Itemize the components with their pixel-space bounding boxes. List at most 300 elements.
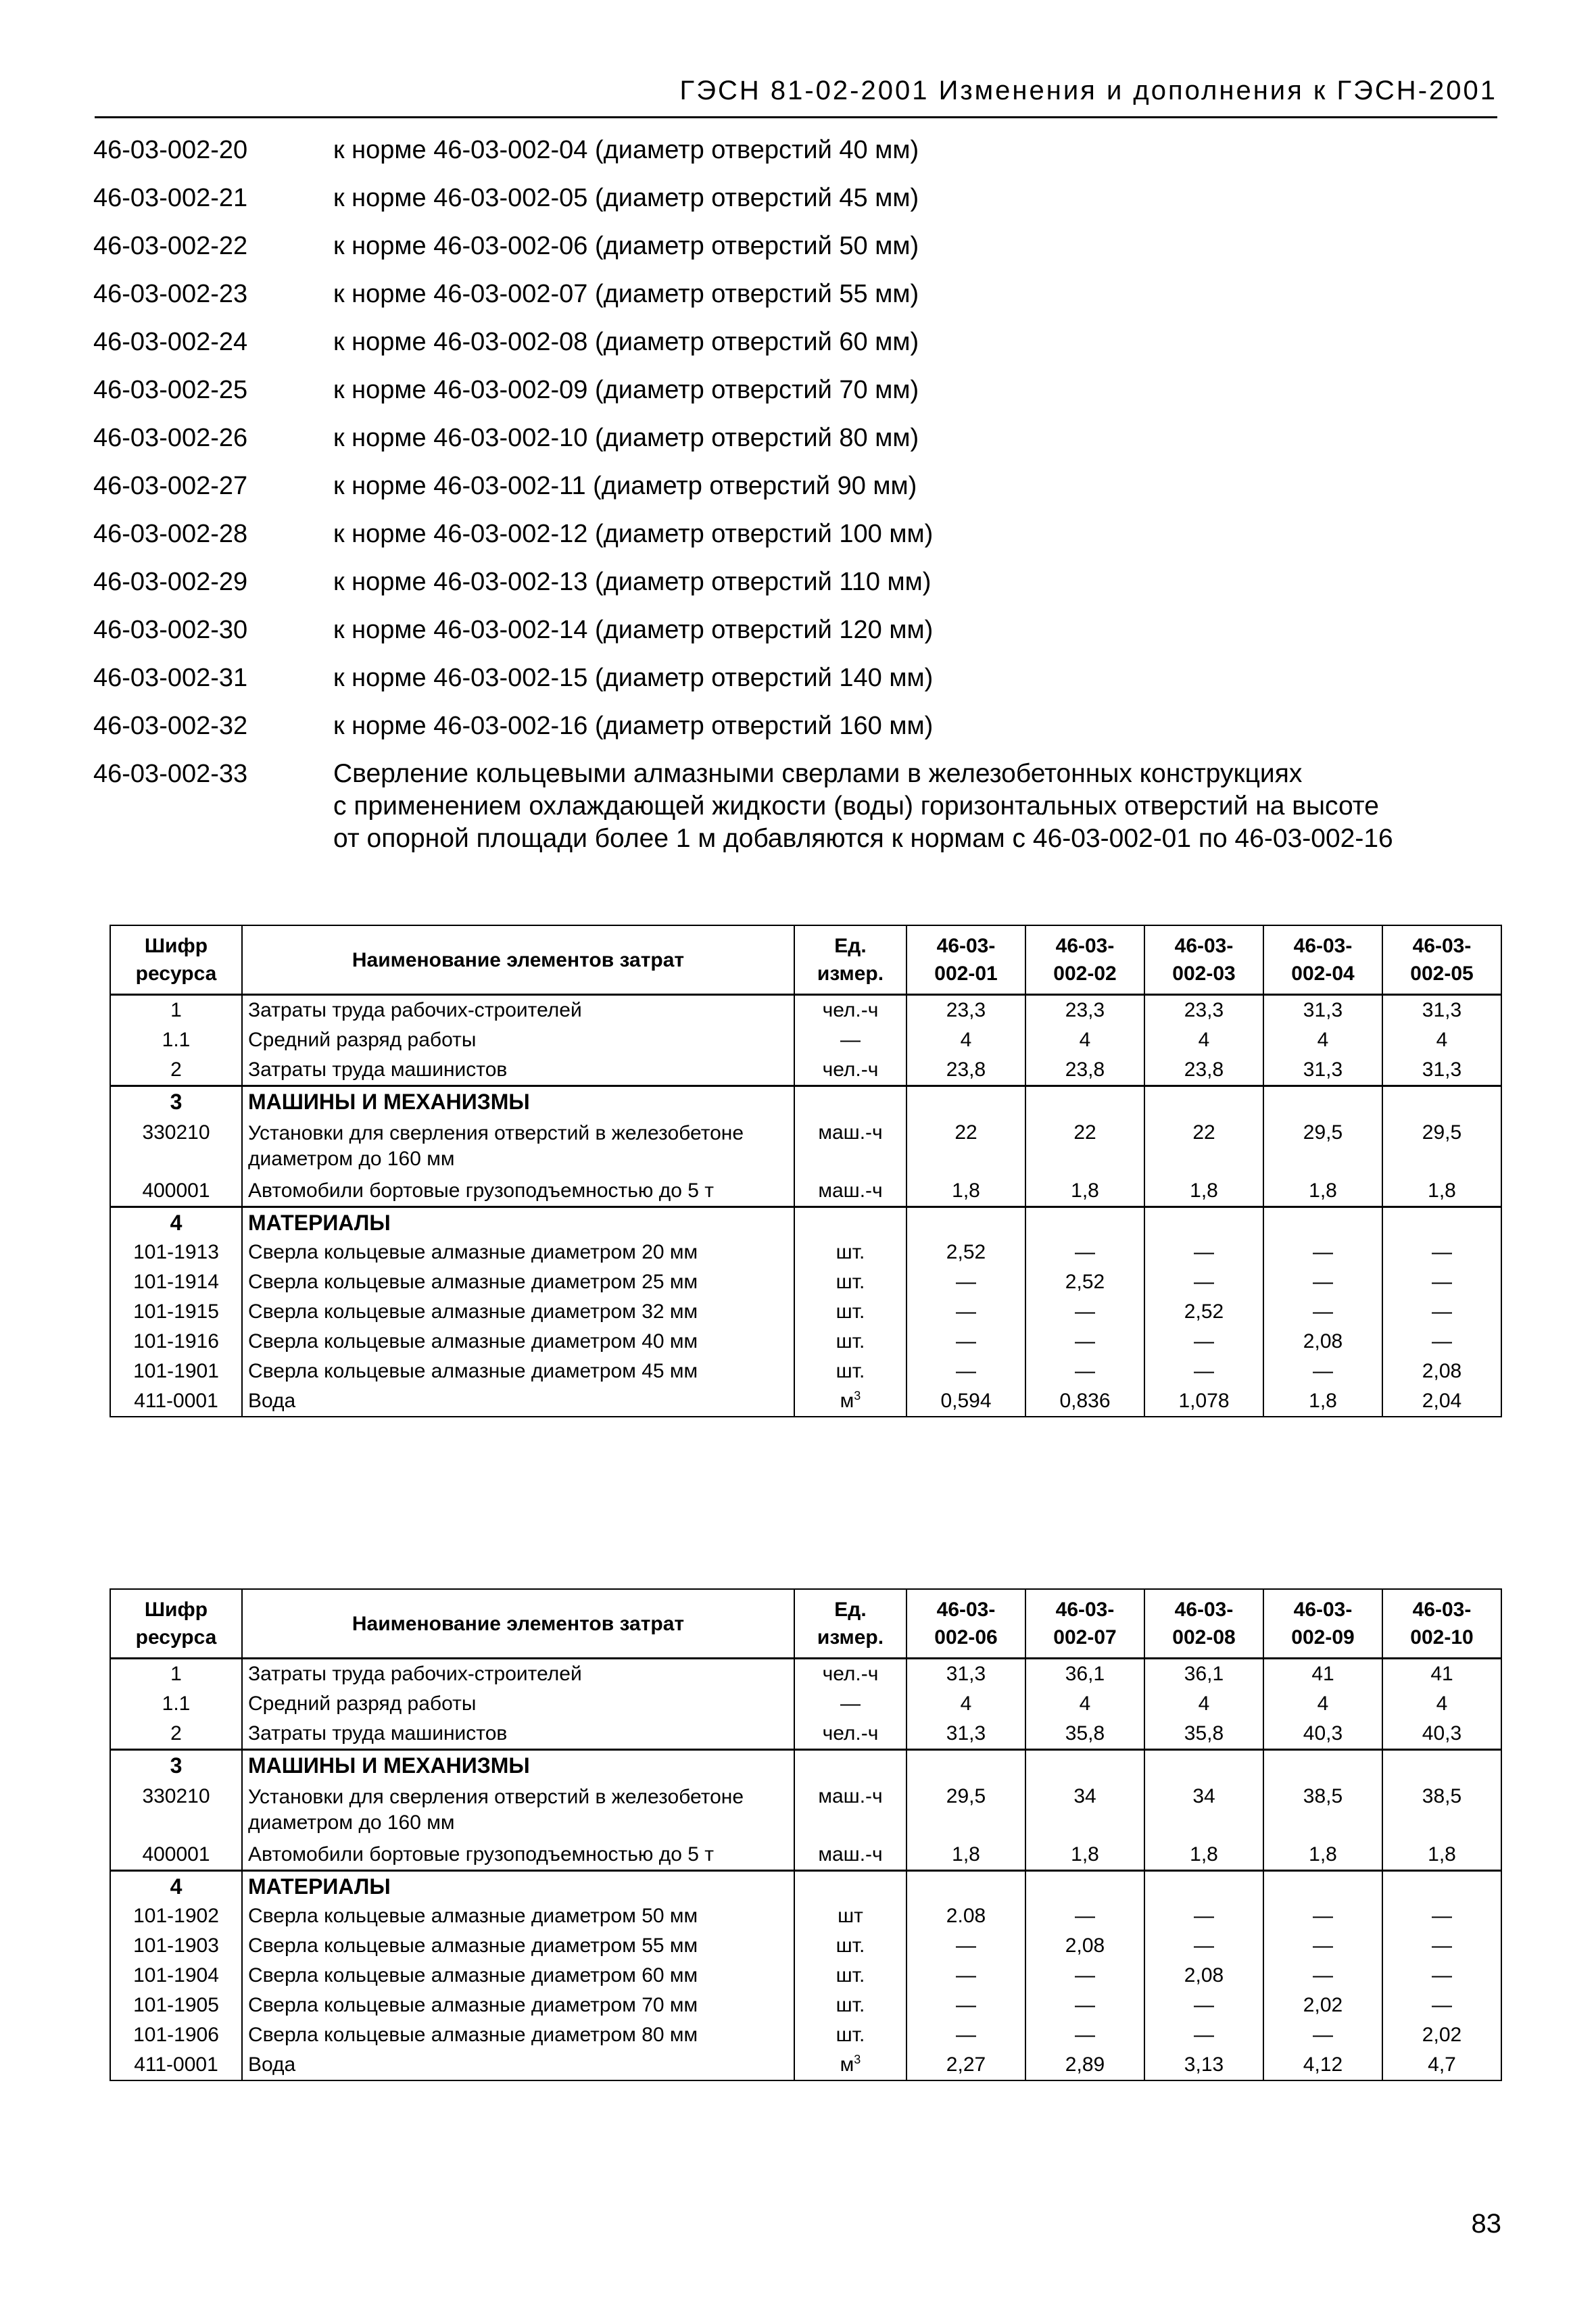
table-row bbox=[110, 1901, 1501, 1931]
table-cell: 31,3 bbox=[906, 1719, 1025, 1750]
table-cell: МАШИНЫ И МЕХАНИЗМЫ bbox=[242, 1086, 794, 1117]
table-cell: Автомобили бортовые грузоподъемностью до 5 т bbox=[242, 1840, 794, 1871]
reference-item bbox=[93, 127, 1506, 175]
reference-text: к норме 46-03-002-10 (диаметр отверстий 80 мм) bbox=[333, 424, 919, 452]
table-cell: 1.1 bbox=[110, 1025, 242, 1055]
reference-code: 46-03-002-25 bbox=[93, 376, 248, 404]
table-cell: 4 bbox=[110, 1871, 242, 1902]
table-cell: Сверла кольцевые алмазные диаметром 45 мм bbox=[242, 1357, 794, 1386]
table-row bbox=[110, 1961, 1501, 1991]
header-norm: 46-03- 002-01 bbox=[906, 925, 1025, 995]
table-cell: — bbox=[1025, 1297, 1144, 1327]
table-cell: — bbox=[906, 2020, 1025, 2050]
section-row-materials bbox=[110, 1207, 1501, 1238]
reference-text: к норме 46-03-002-04 (диаметр отверстий 40 мм) bbox=[333, 136, 919, 164]
table-cell: — bbox=[1382, 1238, 1501, 1267]
table-header-row bbox=[110, 925, 1501, 995]
table-cell: 2 bbox=[110, 1719, 242, 1750]
header-norm: 46-03- 002-08 bbox=[1144, 1589, 1263, 1659]
section-row-materials bbox=[110, 1871, 1501, 1902]
table-cell: 1,8 bbox=[1263, 1176, 1382, 1207]
header-name: Наименование элементов затрат bbox=[242, 1589, 794, 1659]
table-cell: — bbox=[1025, 1961, 1144, 1991]
table-cell: маш.-ч bbox=[794, 1780, 906, 1840]
table-row bbox=[110, 1055, 1501, 1086]
table-cell: — bbox=[1263, 1961, 1382, 1991]
table-cell: — bbox=[794, 1689, 906, 1719]
table-row bbox=[110, 1780, 1501, 1840]
table-cell: Средний разряд работы bbox=[242, 1025, 794, 1055]
header-code: Шифр ресурса bbox=[110, 925, 242, 995]
table-cell: 22 bbox=[1025, 1117, 1144, 1176]
header-unit: Ед. измер. bbox=[794, 925, 906, 995]
table-cell: 101-1903 bbox=[110, 1931, 242, 1961]
table-cell: 31,3 bbox=[906, 1659, 1025, 1690]
table-cell: 2,52 bbox=[906, 1238, 1025, 1267]
header-norm: 46-03- 002-03 bbox=[1144, 925, 1263, 995]
table-cell: МАТЕРИАЛЫ bbox=[242, 1871, 794, 1902]
reference-text: к норме 46-03-002-05 (диаметр отверстий 45 мм) bbox=[333, 184, 919, 212]
table-cell: 1,8 bbox=[1263, 1386, 1382, 1417]
table-cell: шт. bbox=[794, 1991, 906, 2020]
table-cell: шт. bbox=[794, 1961, 906, 1991]
table-cell: Сверла кольцевые алмазные диаметром 40 мм bbox=[242, 1327, 794, 1357]
table-cell bbox=[1025, 1207, 1144, 1238]
table-row bbox=[110, 2050, 1501, 2080]
reference-long-line: от опорной площади более 1 м добавляются к нормам с 46-03-002-01 по 46-03-002-16 bbox=[333, 824, 1393, 853]
reference-text: к норме 46-03-002-12 (диаметр отверстий 100 мм) bbox=[333, 520, 934, 548]
table-row bbox=[110, 1357, 1501, 1386]
reference-code: 46-03-002-23 bbox=[93, 280, 248, 308]
table-cell: маш.-ч bbox=[794, 1176, 906, 1207]
table-cell: 41 bbox=[1263, 1659, 1382, 1690]
table-cell: — bbox=[1025, 1901, 1144, 1931]
table-cell: 23,3 bbox=[906, 995, 1025, 1026]
table-cell: 22 bbox=[906, 1117, 1025, 1176]
table-cell bbox=[1144, 1750, 1263, 1781]
table-cell: 3 bbox=[110, 1086, 242, 1117]
table-row bbox=[110, 1840, 1501, 1871]
table-cell: — bbox=[1025, 1327, 1144, 1357]
reference-code: 46-03-002-29 bbox=[93, 568, 248, 596]
table-cell: 1.1 bbox=[110, 1689, 242, 1719]
table-cell: чел.-ч bbox=[794, 995, 906, 1026]
table-cell: — bbox=[906, 1327, 1025, 1357]
table-cell: 31,3 bbox=[1263, 995, 1382, 1026]
table-row bbox=[110, 1238, 1501, 1267]
table-cell: — bbox=[1025, 1991, 1144, 2020]
table-cell bbox=[1144, 1086, 1263, 1117]
reference-item bbox=[93, 223, 1506, 271]
table-cell bbox=[1382, 1871, 1501, 1902]
table-cell bbox=[794, 1750, 906, 1781]
reference-text: к норме 46-03-002-06 (диаметр отверстий 50 мм) bbox=[333, 232, 919, 260]
table-cell: 31,3 bbox=[1263, 1055, 1382, 1086]
table-cell: Вода bbox=[242, 2050, 794, 2080]
table-cell: — bbox=[1382, 1297, 1501, 1327]
table-row bbox=[110, 1386, 1501, 1417]
table-cell: — bbox=[1144, 1238, 1263, 1267]
table-cell: 35,8 bbox=[1025, 1719, 1144, 1750]
table-row bbox=[110, 1025, 1501, 1055]
table-row bbox=[110, 1176, 1501, 1207]
table-cell: 4 bbox=[110, 1207, 242, 1238]
table-cell: 2,08 bbox=[1144, 1961, 1263, 1991]
reference-item bbox=[93, 319, 1506, 367]
reference-code: 46-03-002-28 bbox=[93, 520, 248, 548]
table-cell: 400001 bbox=[110, 1176, 242, 1207]
table-cell: 330210 bbox=[110, 1780, 242, 1840]
table-row bbox=[110, 2020, 1501, 2050]
reference-item bbox=[93, 415, 1506, 463]
table-cell: 2,08 bbox=[1025, 1931, 1144, 1961]
table-cell: — bbox=[1263, 1297, 1382, 1327]
table-cell: — bbox=[1382, 1327, 1501, 1357]
table-cell: шт. bbox=[794, 1327, 906, 1357]
header-norm: 46-03- 002-09 bbox=[1263, 1589, 1382, 1659]
table-cell: 1 bbox=[110, 995, 242, 1026]
table-cell: 22 bbox=[1144, 1117, 1263, 1176]
table-cell: 1,8 bbox=[1144, 1176, 1263, 1207]
table-cell: чел.-ч bbox=[794, 1659, 906, 1690]
reference-item bbox=[93, 703, 1506, 751]
table-cell: МАТЕРИАЛЫ bbox=[242, 1207, 794, 1238]
table-cell: — bbox=[906, 1931, 1025, 1961]
table-cell bbox=[906, 1207, 1025, 1238]
table-cell: Затраты труда рабочих-строителей bbox=[242, 1659, 794, 1690]
table-cell: 2,08 bbox=[1382, 1357, 1501, 1386]
reference-list bbox=[93, 127, 1506, 853]
table-cell: шт. bbox=[794, 1267, 906, 1297]
reference-item bbox=[93, 559, 1506, 607]
table-cell: 31,3 bbox=[1382, 995, 1501, 1026]
table-cell: 41 bbox=[1382, 1659, 1501, 1690]
table-cell: 1,8 bbox=[1025, 1176, 1144, 1207]
table-row bbox=[110, 1267, 1501, 1297]
table-cell: 1,8 bbox=[906, 1176, 1025, 1207]
table-cell: — bbox=[1263, 1357, 1382, 1386]
header-norm: 46-03- 002-02 bbox=[1025, 925, 1144, 995]
table-cell: шт. bbox=[794, 1297, 906, 1327]
table-cell: 3 bbox=[110, 1750, 242, 1781]
reference-text: к норме 46-03-002-13 (диаметр отверстий 110 мм) bbox=[333, 568, 932, 596]
table-cell bbox=[794, 1086, 906, 1117]
table-cell: Сверла кольцевые алмазные диаметром 20 мм bbox=[242, 1238, 794, 1267]
table-cell: 34 bbox=[1144, 1780, 1263, 1840]
table-cell: 400001 bbox=[110, 1840, 242, 1871]
table-cell: 38,5 bbox=[1263, 1780, 1382, 1840]
table-cell: 1 bbox=[110, 1659, 242, 1690]
table-cell: МАШИНЫ И МЕХАНИЗМЫ bbox=[242, 1750, 794, 1781]
table-cell: Сверла кольцевые алмазные диаметром 50 мм bbox=[242, 1901, 794, 1931]
table-cell: 101-1906 bbox=[110, 2020, 242, 2050]
table-cell: 40,3 bbox=[1263, 1719, 1382, 1750]
table-cell: шт. bbox=[794, 1931, 906, 1961]
reference-code: 46-03-002-24 bbox=[93, 328, 248, 356]
table-cell bbox=[1025, 1086, 1144, 1117]
table-cell bbox=[1382, 1750, 1501, 1781]
table-cell: чел.-ч bbox=[794, 1719, 906, 1750]
header-title: ГЭСН 81-02-2001 Изменения и дополнения к ГЭСН-2001 bbox=[679, 76, 1497, 105]
table-cell: 2,52 bbox=[1025, 1267, 1144, 1297]
table-cell: 40,3 bbox=[1382, 1719, 1501, 1750]
table-row bbox=[110, 1991, 1501, 2020]
table-cell: Сверла кольцевые алмазные диаметром 55 мм bbox=[242, 1931, 794, 1961]
table-cell bbox=[1263, 1750, 1382, 1781]
table-cell: 1,8 bbox=[1382, 1176, 1501, 1207]
table-cell: — bbox=[906, 1991, 1025, 2020]
table-cell: 2,27 bbox=[906, 2050, 1025, 2080]
section-row-machines bbox=[110, 1750, 1501, 1781]
table-cell: 4 bbox=[1382, 1689, 1501, 1719]
table-cell: Сверла кольцевые алмазные диаметром 25 мм bbox=[242, 1267, 794, 1297]
table-row bbox=[110, 1719, 1501, 1750]
table-cell bbox=[1263, 1207, 1382, 1238]
table-row bbox=[110, 1689, 1501, 1719]
table-cell: — bbox=[1263, 1931, 1382, 1961]
table-cell bbox=[1263, 1871, 1382, 1902]
table-cell: 330210 bbox=[110, 1117, 242, 1176]
table-cell: шт. bbox=[794, 1357, 906, 1386]
table-cell: 2 bbox=[110, 1055, 242, 1086]
table-cell: 1,078 bbox=[1144, 1386, 1263, 1417]
table-cell: 31,3 bbox=[1382, 1055, 1501, 1086]
table-cell: 1,8 bbox=[1263, 1840, 1382, 1871]
table-cell: — bbox=[906, 1267, 1025, 1297]
header-unit: Ед. измер. bbox=[794, 1589, 906, 1659]
reference-code: 46-03-002-20 bbox=[93, 136, 248, 164]
table-cell: Сверла кольцевые алмазные диаметром 80 мм bbox=[242, 2020, 794, 2050]
table-cell: — bbox=[1144, 1357, 1263, 1386]
reference-long-line: Сверление кольцевыми алмазными сверлами в железобетонных конструкциях bbox=[333, 759, 1303, 788]
header-norm: 46-03- 002-04 bbox=[1263, 925, 1382, 995]
table-cell: — bbox=[1144, 1931, 1263, 1961]
table-cell: Установки для сверления отверстий в железобетоне диаметром до 160 мм bbox=[242, 1117, 794, 1176]
table-cell: 34 bbox=[1025, 1780, 1144, 1840]
table-cell: 2,08 bbox=[1263, 1327, 1382, 1357]
reference-text: к норме 46-03-002-08 (диаметр отверстий 60 мм) bbox=[333, 328, 919, 356]
table-cell bbox=[1382, 1086, 1501, 1117]
table-cell: 4 bbox=[1144, 1025, 1263, 1055]
table-cell: 101-1905 bbox=[110, 1991, 242, 2020]
table-cell: — bbox=[1263, 2020, 1382, 2050]
table-cell: 36,1 bbox=[1025, 1659, 1144, 1690]
table-row bbox=[110, 995, 1501, 1026]
reference-item-long bbox=[93, 751, 1506, 853]
table-cell: 411-0001 bbox=[110, 2050, 242, 2080]
table-cell: Средний разряд работы bbox=[242, 1689, 794, 1719]
reference-text: к норме 46-03-002-07 (диаметр отверстий 55 мм) bbox=[333, 280, 919, 308]
header-code: Шифр ресурса bbox=[110, 1589, 242, 1659]
table-cell bbox=[1263, 1086, 1382, 1117]
table-cell: 2,89 bbox=[1025, 2050, 1144, 2080]
table-cell: 4,7 bbox=[1382, 2050, 1501, 2080]
reference-text: к норме 46-03-002-15 (диаметр отверстий 140 мм) bbox=[333, 664, 934, 692]
table-cell: — bbox=[1382, 1991, 1501, 2020]
reference-text: к норме 46-03-002-11 (диаметр отверстий 90 мм) bbox=[333, 472, 917, 500]
table-cell: — bbox=[1025, 1357, 1144, 1386]
table-cell: — bbox=[1263, 1267, 1382, 1297]
table-row bbox=[110, 1931, 1501, 1961]
table-cell bbox=[906, 1086, 1025, 1117]
table-cell bbox=[906, 1750, 1025, 1781]
header-norm: 46-03- 002-10 bbox=[1382, 1589, 1501, 1659]
reference-code: 46-03-002-21 bbox=[93, 184, 248, 212]
table-cell: — bbox=[1144, 1991, 1263, 2020]
table-cell: Сверла кольцевые алмазные диаметром 70 мм bbox=[242, 1991, 794, 2020]
table-cell: — bbox=[794, 1025, 906, 1055]
page-number: 83 bbox=[1471, 2209, 1501, 2239]
reference-code: 46-03-002-31 bbox=[93, 664, 248, 692]
table-cell: чел.-ч bbox=[794, 1055, 906, 1086]
table-cell: 23,3 bbox=[1025, 995, 1144, 1026]
table-cell: — bbox=[1144, 2020, 1263, 2050]
reference-item bbox=[93, 463, 1506, 511]
table-row bbox=[110, 1659, 1501, 1690]
table-cell: — bbox=[1382, 1901, 1501, 1931]
table-row bbox=[110, 1297, 1501, 1327]
header-norm: 46-03- 002-07 bbox=[1025, 1589, 1144, 1659]
table-cell: 2,02 bbox=[1263, 1991, 1382, 2020]
table-cell: — bbox=[906, 1297, 1025, 1327]
table-cell: 29,5 bbox=[1382, 1117, 1501, 1176]
table-cell: 38,5 bbox=[1382, 1780, 1501, 1840]
table-cell: 4 bbox=[1025, 1689, 1144, 1719]
table-cell: 2,52 bbox=[1144, 1297, 1263, 1327]
table-cell: маш.-ч bbox=[794, 1840, 906, 1871]
table-row bbox=[110, 1117, 1501, 1176]
table-cell bbox=[794, 1871, 906, 1902]
header-name: Наименование элементов затрат bbox=[242, 925, 794, 995]
table-cell: Затраты труда машинистов bbox=[242, 1055, 794, 1086]
table-cell: — bbox=[1025, 2020, 1144, 2050]
table-cell: 1,8 bbox=[1025, 1840, 1144, 1871]
table-cell: 101-1915 bbox=[110, 1297, 242, 1327]
table-cell: 4 bbox=[906, 1025, 1025, 1055]
table-cell: 4 bbox=[1263, 1689, 1382, 1719]
table-cell: 4 bbox=[1382, 1025, 1501, 1055]
table-cell: $м^3$ bbox=[794, 1386, 906, 1417]
reference-item bbox=[93, 511, 1506, 559]
table-cell: 4 bbox=[1263, 1025, 1382, 1055]
header-norm: 46-03- 002-06 bbox=[906, 1589, 1025, 1659]
table-cell: маш.-ч bbox=[794, 1117, 906, 1176]
reference-code: 46-03-002-27 bbox=[93, 472, 248, 500]
table-cell bbox=[1144, 1207, 1263, 1238]
reference-item bbox=[93, 607, 1506, 655]
page-header bbox=[95, 73, 1497, 118]
table-cell: 4,12 bbox=[1263, 2050, 1382, 2080]
table-cell bbox=[1025, 1750, 1144, 1781]
reference-text: к норме 46-03-002-14 (диаметр отверстий 120 мм) bbox=[333, 616, 934, 644]
table-cell: 2.08 bbox=[906, 1901, 1025, 1931]
table-cell: 101-1904 bbox=[110, 1961, 242, 1991]
table-cell: 29,5 bbox=[1263, 1117, 1382, 1176]
table-header-row bbox=[110, 1589, 1501, 1659]
table-cell: Сверла кольцевые алмазные диаметром 32 мм bbox=[242, 1297, 794, 1327]
table-cell: — bbox=[1382, 1931, 1501, 1961]
norm-table-2 bbox=[110, 1588, 1502, 2081]
table-cell: 35,8 bbox=[1144, 1719, 1263, 1750]
reference-item bbox=[93, 655, 1506, 703]
table-cell: 2,04 bbox=[1382, 1386, 1501, 1417]
table-cell: — bbox=[1382, 1961, 1501, 1991]
table-cell: 0,594 bbox=[906, 1386, 1025, 1417]
table-cell: Затраты труда машинистов bbox=[242, 1719, 794, 1750]
table-cell: — bbox=[1025, 1238, 1144, 1267]
reference-code: 46-03-002-32 bbox=[93, 712, 248, 740]
table-cell: — bbox=[1144, 1327, 1263, 1357]
table-cell: 101-1901 bbox=[110, 1357, 242, 1386]
table-cell: 4 bbox=[1025, 1025, 1144, 1055]
table-cell: Установки для сверления отверстий в железобетоне диаметром до 160 мм bbox=[242, 1780, 794, 1840]
table-cell: шт. bbox=[794, 1238, 906, 1267]
reference-text: к норме 46-03-002-09 (диаметр отверстий 70 мм) bbox=[333, 376, 919, 404]
table-cell: 3,13 bbox=[1144, 2050, 1263, 2080]
table-cell: шт bbox=[794, 1901, 906, 1931]
table-cell: 23,3 bbox=[1144, 995, 1263, 1026]
table-cell: Затраты труда рабочих-строителей bbox=[242, 995, 794, 1026]
table-cell: Сверла кольцевые алмазные диаметром 60 мм bbox=[242, 1961, 794, 1991]
table-cell: $м^3$ bbox=[794, 2050, 906, 2080]
table-cell: 411-0001 bbox=[110, 1386, 242, 1417]
table-cell: 23,8 bbox=[1144, 1055, 1263, 1086]
table-cell: — bbox=[1263, 1901, 1382, 1931]
table-cell: — bbox=[906, 1357, 1025, 1386]
table-cell: 1,8 bbox=[906, 1840, 1025, 1871]
table-cell: 23,8 bbox=[1025, 1055, 1144, 1086]
reference-item bbox=[93, 271, 1506, 319]
table-cell: 101-1913 bbox=[110, 1238, 242, 1267]
reference-long-line: с применением охлаждающей жидкости (воды) горизонтальных отверстий на высоте bbox=[333, 791, 1379, 821]
header-norm: 46-03- 002-05 bbox=[1382, 925, 1501, 995]
table-cell: 0,836 bbox=[1025, 1386, 1144, 1417]
reference-code: 46-03-002-30 bbox=[93, 616, 248, 644]
table-row bbox=[110, 1327, 1501, 1357]
reference-long-text bbox=[333, 758, 1393, 855]
table-cell bbox=[794, 1207, 906, 1238]
table-cell: 1,8 bbox=[1144, 1840, 1263, 1871]
table-cell: Автомобили бортовые грузоподъемностью до 5 т bbox=[242, 1176, 794, 1207]
reference-text: к норме 46-03-002-16 (диаметр отверстий 160 мм) bbox=[333, 712, 934, 740]
table-cell: 23,8 bbox=[906, 1055, 1025, 1086]
table-cell: 101-1914 bbox=[110, 1267, 242, 1297]
table-cell bbox=[1144, 1871, 1263, 1902]
table-cell: — bbox=[1144, 1901, 1263, 1931]
table-cell: 2,02 bbox=[1382, 2020, 1501, 2050]
table-cell: — bbox=[1144, 1267, 1263, 1297]
norm-table-1 bbox=[110, 925, 1502, 1417]
table-cell bbox=[1382, 1207, 1501, 1238]
table-cell: 101-1916 bbox=[110, 1327, 242, 1357]
table-cell bbox=[1025, 1871, 1144, 1902]
reference-item bbox=[93, 367, 1506, 415]
table-cell: 1,8 bbox=[1382, 1840, 1501, 1871]
table-cell: — bbox=[1382, 1267, 1501, 1297]
reference-item bbox=[93, 175, 1506, 223]
table-cell: 29,5 bbox=[906, 1780, 1025, 1840]
table-cell: 4 bbox=[906, 1689, 1025, 1719]
table-cell: 36,1 bbox=[1144, 1659, 1263, 1690]
reference-code: 46-03-002-22 bbox=[93, 232, 248, 260]
table-cell: шт. bbox=[794, 2020, 906, 2050]
table-cell: — bbox=[1263, 1238, 1382, 1267]
table-cell: 4 bbox=[1144, 1689, 1263, 1719]
table-cell: 101-1902 bbox=[110, 1901, 242, 1931]
table-cell: Вода bbox=[242, 1386, 794, 1417]
reference-code: 46-03-002-33 bbox=[93, 760, 248, 788]
section-row-machines bbox=[110, 1086, 1501, 1117]
